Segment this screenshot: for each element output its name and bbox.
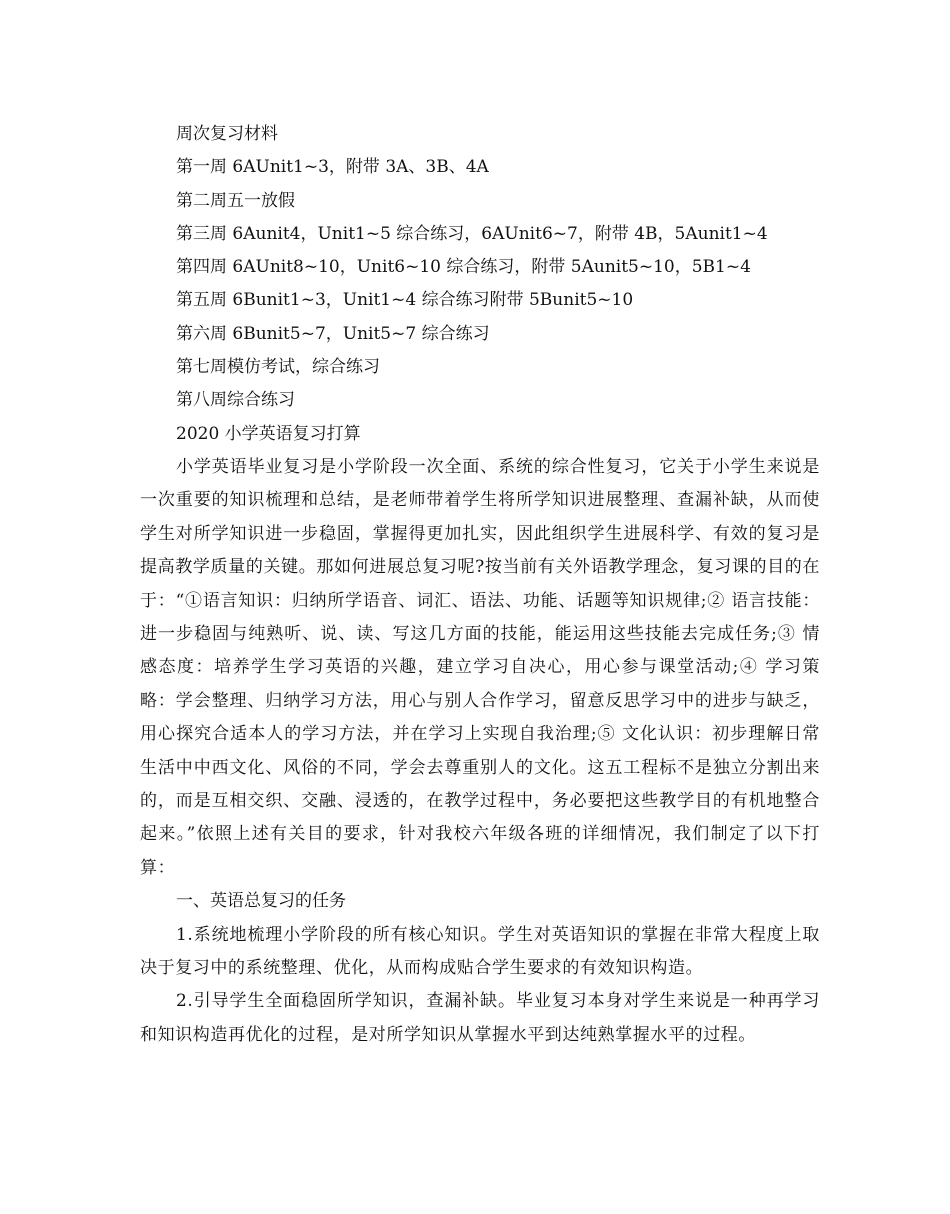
schedule-week-5: 第五周 6Bunit1~3，Unit1~4 综合练习附带 5Bunit5~10: [176, 290, 634, 311]
task-item-2: 2.引导学生全面稳固所学知识，查漏补缺。毕业复习本身对学生来说是一种再学习和知识构造再优化的过程，是对所学知识从掌握水平到达纯熟掌握水平的过程。: [140, 991, 820, 1045]
schedule-week-2: 第二周五一放假: [176, 190, 295, 211]
task-item-1: 1.系统地梳理小学阶段的所有核心知识。学生对英语知识的掌握在非常大程度上取决于复习中的系统整理、优化，从而构成贴合学生要求的有效知识构造。: [140, 924, 820, 979]
plan-title: 2020 小学英语复习打算: [176, 423, 361, 444]
schedule-week-8: 第八周综合练习: [176, 390, 295, 411]
schedule-week-1: 第一周 6AUnit1~3，附带 3A、3B、4A: [176, 157, 489, 178]
schedule-week-7: 第七周模仿考试，综合练习: [176, 357, 380, 378]
document-body: [140, 118, 820, 1052]
section-heading-tasks: 一、英语总复习的任务: [176, 891, 346, 912]
schedule-week-6: 第六周 6Bunit5~7，Unit5~7 综合练习: [176, 323, 490, 344]
schedule-week-3: 第三周 6Aunit4，Unit1~5 综合练习，6AUnit6~7，附带 4B，5Aunit1~4: [176, 223, 768, 244]
schedule-header: 周次复习材料: [176, 124, 278, 144]
plan-intro-paragraph: 小学英语毕业复习是小学阶段一次全面、系统的综合性复习，它关于小学生来说是一次重要的知识梳理和总结，是老师带着学生将所学知识进展整理、查漏补缺，从而使学生对所学知识进一步稳固，掌握得更加扎实，因此组织学生进展科学、有效的复习是提高教学质量的关键。那如何进展总复习呢?按当前有关外语教学理念，复习课的目的在于：“①语言知识：归纳所学语音、词汇、语法、功能、话题等知识规律;② 语言技能：进一步稳固与纯熟听、说、读、写这几方面的技能，能运用这些技能去完成任务;③ 情感态度：培养学生学习英语的兴趣，建立学习自决心，用心参与课堂活动;④ 学习策略：学会整理、归纳学习方法，用心与别人合作学习，留意反思学习中的进步与缺乏，用心探究合适本人的学习方法，并在学习上实现自我治理;⑤ 文化认识：初步理解日常生活中中西文化、风俗的不同，学会去尊重别人的文化。这五工程标不是独立分割出来的，而是互相交织、交融、浸透的，在教学过程中，务必要把这些教学目的有机地整合起来。”依照上述有关目的要求，针对我校六年级各班的详细情况，我们制定了以下打算：: [140, 456, 820, 878]
schedule-week-4: 第四周 6AUnit8~10，Unit6~10 综合练习，附带 5Aunit5~10，5B1~4: [176, 257, 751, 278]
